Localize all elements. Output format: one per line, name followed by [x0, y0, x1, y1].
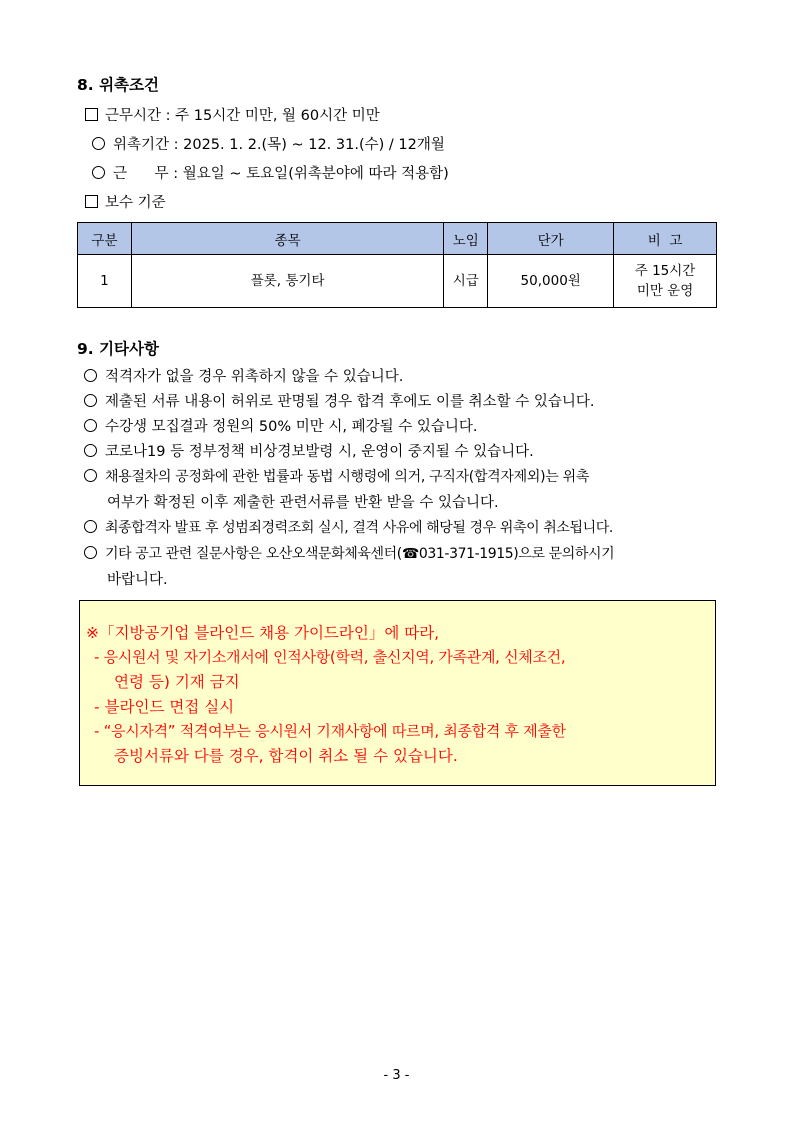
- workdays-label: 근 무 :: [113, 166, 179, 182]
- item-text: 최종합격자 발표 후 성범죄경력조회 실시, 결격 사유에 해당될 경우 위촉이 취소됩니다.: [105, 520, 613, 536]
- circle-bullet-icon: [84, 369, 97, 382]
- cell-price: 50,000원: [488, 255, 614, 308]
- table-row: [78, 255, 717, 308]
- notice-line-5: - “응시자격” 적격여부는 응시원서 기재사항에 따르며, 최종합격 후 제출한: [94, 722, 566, 740]
- item-text: 수강생 모집결과 정원의 50% 미만 시, 폐강될 수 있습니다.: [105, 419, 478, 435]
- cell-no: 1: [78, 255, 132, 308]
- header-category: 구분: [78, 223, 132, 255]
- square-bullet-icon: [85, 108, 98, 121]
- list-item: [84, 543, 614, 563]
- section9-title: 9. 기타사항: [77, 340, 159, 358]
- page-number: - 3 -: [383, 1068, 410, 1083]
- blind-hiring-notice: [79, 600, 716, 786]
- work-hours-line: [85, 104, 380, 125]
- list-item: [84, 440, 534, 461]
- period-line: [92, 133, 445, 154]
- item-text: 적격자가 없을 경우 위촉하지 않을 수 있습니다.: [105, 369, 404, 385]
- note-line-2: 미만 운영: [636, 283, 694, 299]
- note-line-1: 주 15시간: [634, 263, 696, 279]
- period-text: 위촉기간 : 2025. 1. 2.(목) ~ 12. 31.(수) / 12개월: [113, 137, 445, 153]
- cell-note: [614, 255, 717, 308]
- header-item: 종목: [131, 223, 443, 255]
- item-text: 채용절차의 공정화에 관한 법률과 동법 시행령에 의거, 구직자(합격자제외)는 위촉: [105, 469, 590, 485]
- header-unit-price: 단가: [488, 223, 614, 255]
- header-wage-type: 노임: [444, 223, 488, 255]
- pay-title-text: 보수 기준: [105, 195, 166, 211]
- item-text: 코로나19 등 정부정책 비상경보발령 시, 운영이 중지될 수 있습니다.: [105, 444, 534, 460]
- work-hours-text: 근무시간 : 주 15시간 미만, 월 60시간 미만: [105, 108, 380, 124]
- notice-line-2: - 응시원서 및 자기소개서에 인적사항(학력, 출신지역, 가족관계, 신체조건,: [94, 648, 566, 666]
- notice-line-1: ※「지방공기업 블라인드 채용 가이드라인」에 따라,: [86, 624, 440, 642]
- pay-title-line: [85, 191, 166, 212]
- section8-title: 8. 위촉조건: [77, 76, 159, 94]
- table-header-row: [78, 223, 717, 255]
- list-item: [84, 517, 613, 537]
- circle-bullet-icon: [84, 394, 97, 407]
- list-item: [84, 365, 403, 386]
- list-item: [84, 390, 595, 411]
- circle-bullet-icon: [84, 444, 97, 457]
- notice-line-3: 연령 등) 기재 금지: [114, 673, 240, 691]
- item-text: 제출된 서류 내용이 허위로 판명될 경우 합격 후에도 이를 취소할 수 있습니다.: [105, 394, 595, 410]
- item-continuation: 여부가 확정된 이후 제출한 관련서류를 반환 받을 수 있습니다.: [107, 495, 499, 511]
- cell-item: 플롯, 통기타: [131, 255, 443, 308]
- list-item: [84, 415, 477, 436]
- circle-bullet-icon: [84, 546, 97, 559]
- item-continuation: 바랍니다.: [107, 572, 168, 588]
- pay-table: [77, 222, 717, 308]
- list-item: [84, 466, 589, 486]
- circle-bullet-icon: [92, 166, 105, 179]
- header-note: 비 고: [614, 223, 717, 255]
- workdays-value: 월요일 ~ 토요일(위촉분야에 따라 적용함): [182, 166, 449, 182]
- item-text: 기타 공고 관련 질문사항은 오산오색문화체육센터(☎031-371-1915)으로 문의하시기: [105, 546, 615, 562]
- circle-bullet-icon: [92, 137, 105, 150]
- square-bullet-icon: [85, 195, 98, 208]
- circle-bullet-icon: [84, 469, 97, 482]
- cell-type: 시급: [444, 255, 488, 308]
- workdays-line: [92, 162, 449, 183]
- circle-bullet-icon: [84, 419, 97, 432]
- notice-line-6: 증빙서류와 다를 경우, 합격이 취소 될 수 있습니다.: [114, 747, 458, 765]
- circle-bullet-icon: [84, 520, 97, 533]
- notice-line-4: - 블라인드 면접 실시: [94, 698, 235, 716]
